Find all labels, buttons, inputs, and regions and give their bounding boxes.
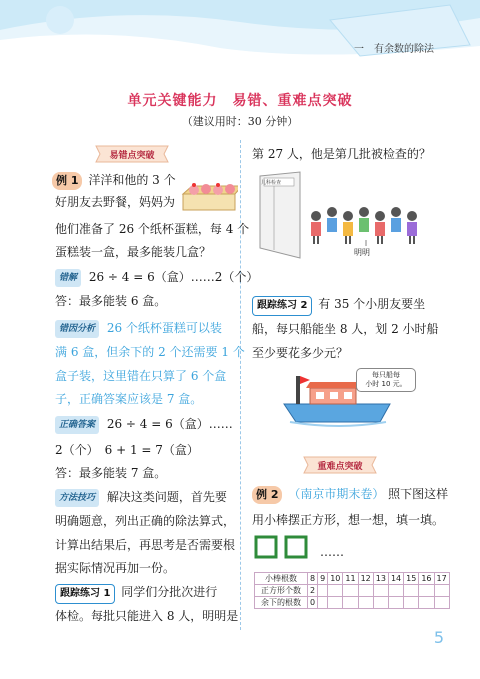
practice2-line-0 [252, 295, 425, 316]
table-cell: 2 [308, 585, 318, 597]
analysis-line-3: 子，正确答案应该是 7 盒。 [55, 392, 203, 406]
door-sign: 儿科检查 [260, 180, 281, 186]
table-cell [419, 585, 434, 597]
practice1-text: 同学们分批次进行 [121, 585, 218, 599]
table-cell [404, 597, 419, 609]
table-cell [328, 597, 343, 609]
method-tag: 方法技巧 [55, 489, 99, 507]
table-cell: 12 [358, 573, 373, 585]
table-cell [318, 585, 328, 597]
table-cell [434, 585, 449, 597]
correct-answer: 答：最多能装 7 盒。 [55, 466, 167, 480]
table-cell [343, 597, 358, 609]
analysis-line-2: 盒子装，这里错在只算了 6 个盒 [55, 369, 227, 383]
banner-label: 重难点突破 [317, 461, 363, 472]
table-cell: 17 [434, 573, 449, 585]
table-row [255, 585, 450, 597]
page-subtitle: （建议用时：30 分钟） [181, 115, 299, 128]
section-banner-difficult [300, 454, 380, 476]
practice1-line-0 [55, 583, 217, 604]
example2-text: 照下图这样 [388, 487, 449, 501]
child-name-label: 明明 [354, 248, 370, 257]
table-row [255, 597, 450, 609]
example1-line-1: 好朋友去野餐，妈妈为 [55, 195, 176, 209]
banner-label: 易错点突破 [109, 150, 155, 161]
wrong-line: 26 ÷ 4 = 6（盒）……2（个） [88, 270, 259, 284]
table-cell [373, 585, 388, 597]
boat-price-sign [356, 368, 416, 392]
correct-text: 26 ÷ 4 = 6（盒）…… [106, 417, 233, 431]
analysis-line-1: 满 6 盒，但余下的 2 个还需要 1 个 [55, 345, 245, 359]
analysis-line-0 [55, 319, 222, 338]
table-cell: 11 [343, 573, 358, 585]
method-line-1: 明确题意，列出正确的除法算式， [55, 514, 236, 528]
table-cell [388, 597, 403, 609]
table-cell [434, 597, 449, 609]
table-row [255, 573, 450, 585]
boat-sign-line-1: 小时 10 元。 [365, 380, 407, 388]
correct-tag: 正确答案 [55, 416, 99, 434]
method-line-0 [55, 488, 227, 507]
table-cell [404, 585, 419, 597]
page-number: 5 [433, 628, 444, 647]
table-cell: 16 [419, 573, 434, 585]
table-cell: 15 [404, 573, 419, 585]
sticks-table [254, 572, 450, 609]
example2-source: （南京市期末卷） [288, 487, 385, 501]
table-cell: 14 [388, 573, 403, 585]
chapter-label: 一 有余数的除法 [354, 44, 434, 55]
method-line-2: 计算出结果后，再思考是否需要根 [55, 538, 236, 552]
wrong-solution [55, 268, 258, 287]
table-cell: 8 [308, 573, 318, 585]
correct-line-1 [55, 415, 233, 434]
practice2-line-2: 至少要花多少元？ [252, 346, 349, 360]
example2-tag: 例 2 [252, 486, 282, 504]
wrong-tag: 错解 [55, 269, 81, 287]
analysis-tag: 错因分析 [55, 320, 99, 338]
method-line-3: 据实际情况再加一份。 [55, 561, 176, 575]
example2-line-1 [252, 485, 448, 504]
section-banner-mistakes [92, 143, 172, 165]
example1-tag: 例 1 [52, 172, 82, 190]
table-cell [388, 585, 403, 597]
table-cell [328, 585, 343, 597]
practice2-text: 有 35 个小朋友要坐 [318, 297, 426, 311]
example1-line-0 [52, 171, 176, 190]
table-row-header: 余下的根数 [255, 597, 308, 609]
table-cell: 10 [328, 573, 343, 585]
example2-line-2: 用小棒摆正方形，想一想，填一填。 [252, 513, 445, 527]
table-cell [358, 585, 373, 597]
practice1-continued: 第 27 人，他是第几批被检查的？ [252, 147, 431, 161]
table-cell: 13 [373, 573, 388, 585]
table-cell [419, 597, 434, 609]
practice1-tag: 跟踪练习 1 [55, 584, 115, 604]
table-row-header: 小棒根数 [255, 573, 308, 585]
practice2-tag: 跟踪练习 2 [252, 296, 312, 316]
practice2-line-1: 船，每只船能坐 8 人，划 2 小时船 [252, 322, 439, 336]
stick-squares-figure [252, 533, 322, 561]
example1-line-3: 蛋糕装一盒，最多能装几盒？ [55, 245, 212, 259]
analysis-text: 26 个纸杯蛋糕可以装 [106, 321, 222, 335]
figure-ellipsis: …… [320, 545, 344, 559]
correct-line-2: 2（个） 6 + 1 = 7（盒） [55, 443, 199, 457]
table-cell: 0 [308, 597, 318, 609]
boat-sign-line-0: 每只船每 [372, 371, 400, 379]
wrong-answer: 答：最多能装 6 盒。 [55, 294, 167, 308]
column-divider [240, 140, 241, 630]
table-cell [373, 597, 388, 609]
table-cell [358, 597, 373, 609]
table-row-header: 正方形个数 [255, 585, 308, 597]
example1-text: 洋洋和他的 3 个 [88, 173, 176, 187]
practice1-line-1: 体检。每批只能进入 8 人，明明是 [55, 609, 239, 623]
page-title: 单元关键能力 易错、重难点突破 [127, 93, 353, 109]
method-text: 解决这类问题，首先要 [106, 490, 227, 504]
cake-box-illustration [180, 176, 238, 212]
table-cell [318, 597, 328, 609]
table-cell: 9 [318, 573, 328, 585]
example1-line-2: 他们准备了 26 个纸杯蛋糕，每 4 个 [55, 222, 250, 236]
table-cell [343, 585, 358, 597]
